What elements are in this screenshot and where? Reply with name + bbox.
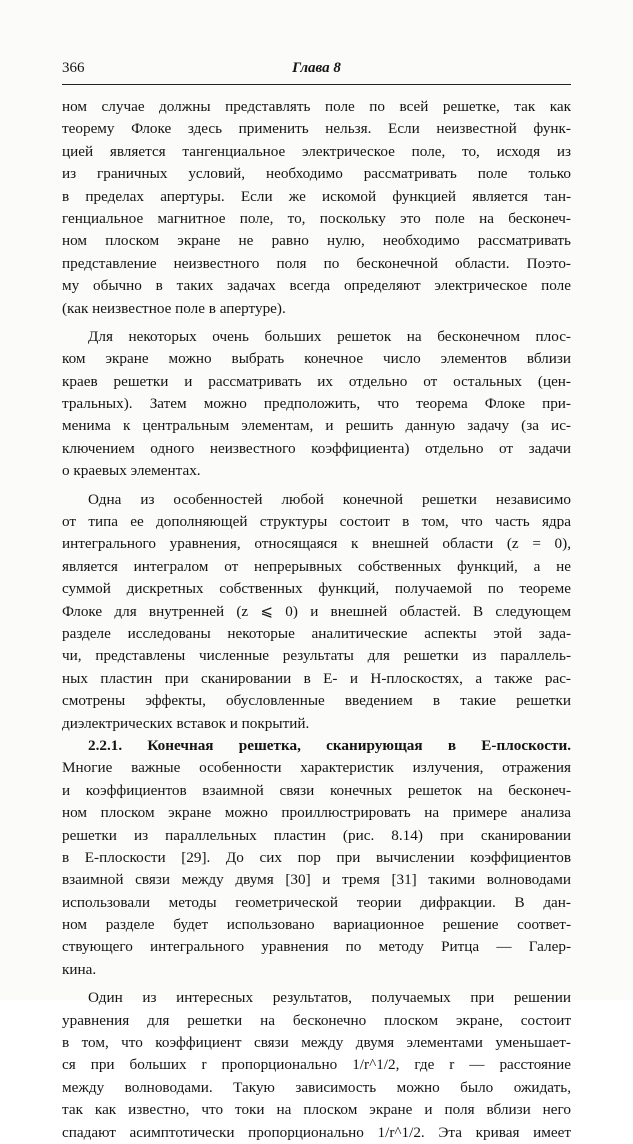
text-line: Для некоторых очень больших решеток на бесконечном плос-: [88, 327, 571, 345]
text-line: му обычно в таких задачах всегда определяют электрическое поле: [62, 277, 571, 295]
text-line: в пределах апертуры. Если же искомой функцией является тан-: [62, 187, 571, 205]
text-line: кина.: [62, 960, 97, 978]
text-line: в E-плоскости [29]. До сих пор при вычислении коэффициентов: [62, 848, 571, 866]
text-line: о краевых элементах.: [62, 462, 201, 480]
section-2-2-1: [62, 735, 571, 981]
paragraph-large-arrays: [62, 326, 571, 483]
text-line: ком экране можно выбрать конечное число элементов вблизи: [62, 350, 571, 368]
text-line: ся при больших r пропорционально 1/r^1/2, где r — расстояние: [62, 1056, 571, 1074]
text-line: ном разделе будет использовано вариационное решение соответ-: [62, 916, 571, 934]
text-line: является интегралом от непрерывных собственных функций, а не: [62, 557, 571, 575]
text-line: генциальное магнитное поле, то, поскольку это поле на бесконеч-: [62, 209, 571, 227]
text-line: уравнения для решетки на бесконечно плоском экране, состоит: [62, 1011, 571, 1029]
text-line: и коэффициентов взаимной связи конечных решеток на бесконеч-: [62, 781, 571, 799]
text-line: (как неизвестное поле в апертуре).: [62, 299, 286, 317]
text-line: суммой дискретных собственных функций, получаемой по теореме: [62, 580, 571, 598]
text-line: диэлектрических вставок и покрытий.: [62, 714, 310, 732]
text-line: использовали методы геометрической теории дифракции. В дан-: [62, 893, 571, 911]
text-line: чи, представлены численные результаты для решетки из параллель-: [62, 647, 571, 665]
text-line: ном плоском экране не равно нулю, необходимо рассматривать: [62, 232, 571, 250]
text-line: краев решетки и рассматривать их отдельно от остальных (цен-: [62, 372, 571, 390]
text-line: ключением одного неизвестного коэффициента) отдельно от задачи: [62, 439, 571, 457]
paragraph-coupling-result: [62, 987, 571, 1144]
text-line: от типа ее дополняющей структуры состоит в том, что часть ядра: [62, 513, 571, 531]
page-body: [62, 96, 571, 1144]
text-line: тральных). Затем можно предположить, что теорема Флоке при-: [62, 395, 571, 413]
text-line: ном плоском экране можно проиллюстрировать на примере анализа: [62, 804, 571, 822]
text-line: Один из интересных результатов, получаемых при решении: [88, 989, 571, 1007]
text-line: смотрены эффекты, обусловленные введением в такие решетки: [62, 692, 571, 710]
text-line: ном случае должны представлять поле по всей решетке, так как: [62, 98, 571, 115]
text-line: теорему Флоке здесь применить нельзя. Если неизвестной функ-: [62, 120, 571, 138]
section-heading: 2.2.1. Конечная решетка, сканирующая в E-плоскости.: [88, 736, 571, 754]
text-line: ствующего интегрального уравнения по методу Ритца — Галер-: [62, 938, 571, 956]
running-head: Глава 8: [292, 60, 341, 76]
text-line: интегрального уравнения, относящаяся к внешней области (z = 0),: [62, 535, 571, 553]
text-line: в том, что коэффициент связи между двумя элементами уменьшает-: [62, 1034, 571, 1052]
text-line: ных пластин при сканировании в E- и H-плоскостях, а также рас-: [62, 669, 571, 687]
text-line: между волноводами. Такую зависимость можно было ожидать,: [62, 1078, 571, 1096]
text-line: взаимной связи между двумя [30] и тремя [31] такими волноводами: [62, 871, 571, 889]
text-line: менима к центральным элементам, и решить данную задачу (за ис-: [62, 417, 571, 435]
paragraph-finite-array-features: [62, 489, 571, 735]
header-rule: [62, 84, 571, 85]
paragraph-continued: [62, 96, 571, 320]
text-line: Одна из особенностей любой конечной решетки независимо: [88, 490, 571, 508]
text-line: Флоке для внутренней (z ⩽ 0) и внешней областей. В следующем: [62, 602, 571, 620]
text-line: спадают асимптотически пропорционально 1/r^1/2. Эта кривая имеет: [62, 1123, 571, 1141]
text-line: представление неизвестного поля по бесконечной области. Поэто-: [62, 254, 571, 272]
text-line: из граничных условий, необходимо рассматривать поле только: [62, 165, 571, 183]
text-line: разделе исследованы некоторые аналитические аспекты этой зада-: [62, 624, 571, 642]
text-line: Многие важные особенности характеристик излучения, отражения: [62, 759, 571, 777]
text-line: решетки из параллельных пластин (рис. 8.14) при сканировании: [62, 826, 571, 844]
text-line: цией является тангенциальное электрическое поле, то, исходя из: [62, 142, 571, 160]
page-number: 366: [62, 60, 85, 76]
text-line: так как известно, что токи на плоском экране и поля вблизи него: [62, 1101, 571, 1119]
page-header: [62, 60, 571, 82]
